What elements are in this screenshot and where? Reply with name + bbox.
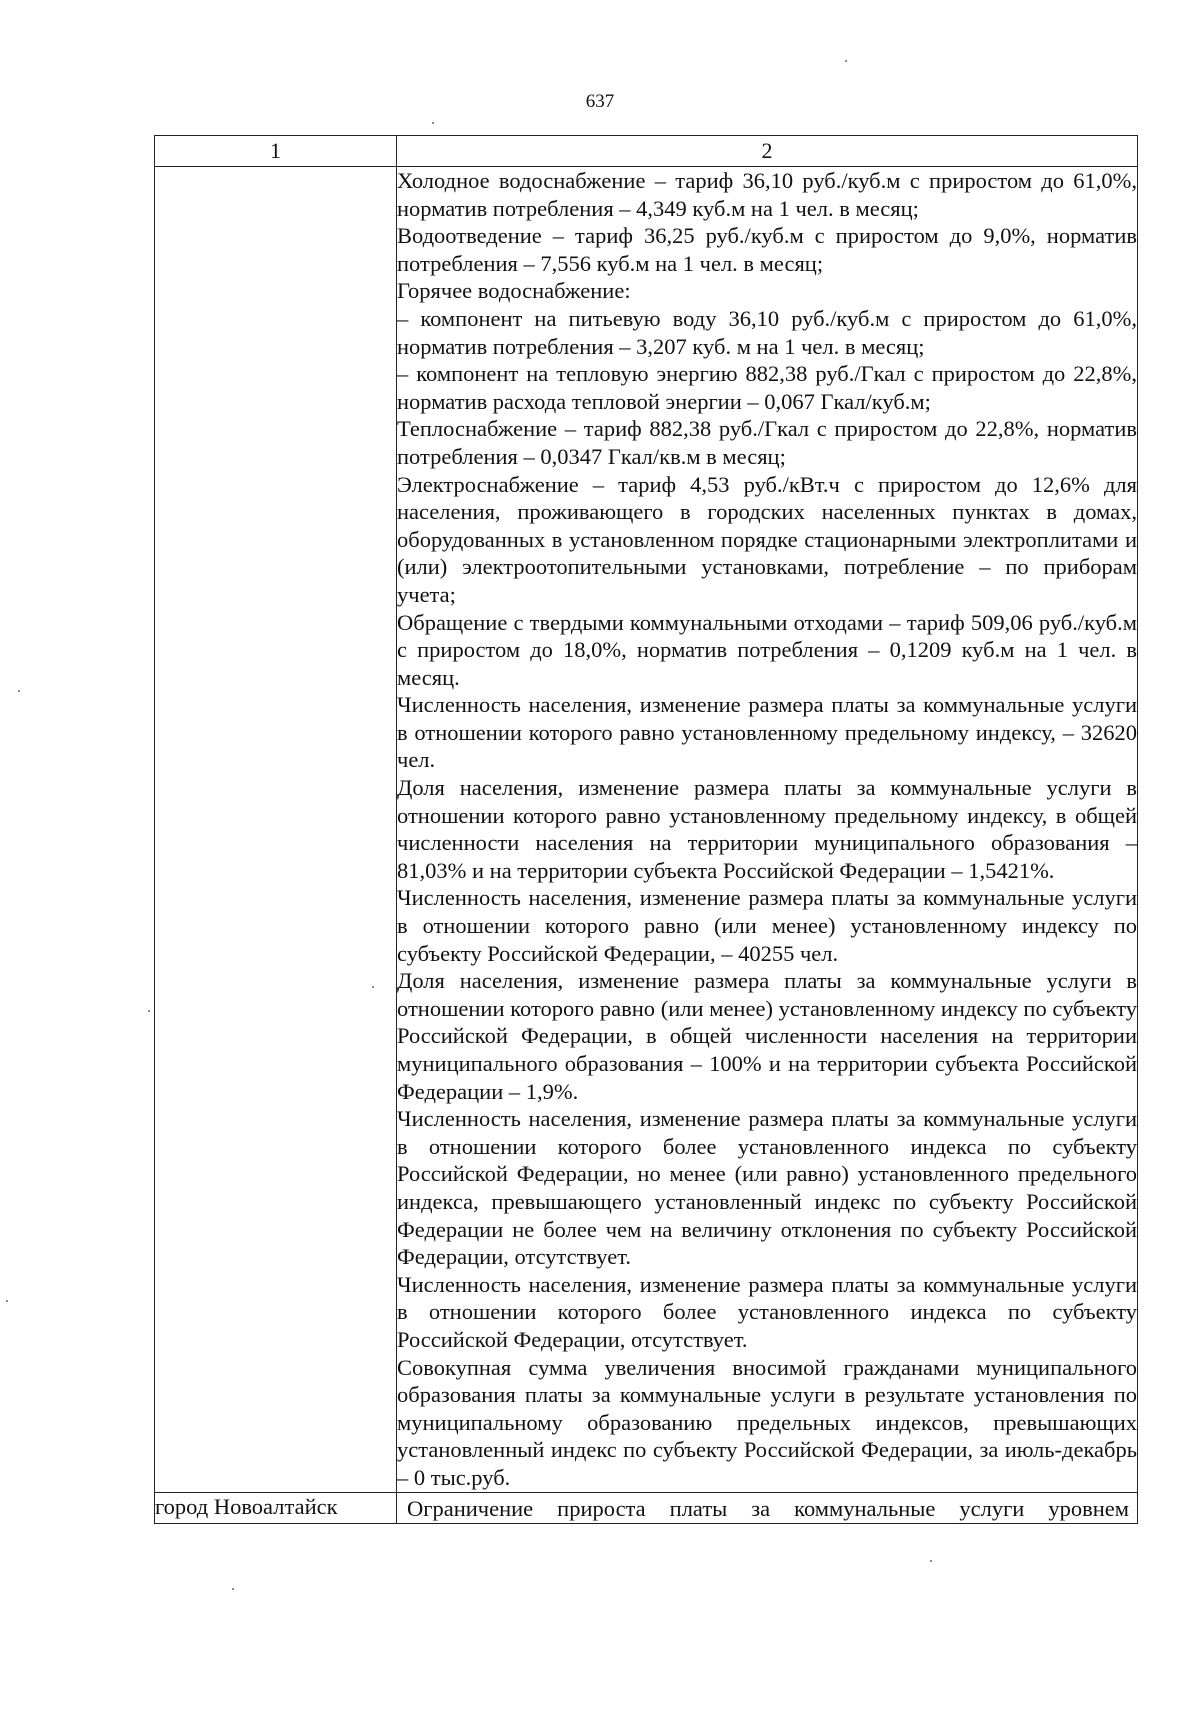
table-header-row <box>155 136 1138 167</box>
paragraph-electricity: Электроснабжение – тариф 4,53 руб./кВт.ч с приростом до 12,6% для населения, проживающего в городских населенных пунктах в домах, оборудованных в установленном порядке стационарными электроплитами и (или) электроотопительными установками, потребление – по приборам учета; <box>397 471 1137 607</box>
column-header-1: 1 <box>155 136 397 167</box>
paragraph-hot-water-drinking: – компонент на питьевую воду 36,10 руб./куб.м с приростом до 61,0%, норматив потребления – 3,207 куб. м на 1 чел. в месяц; <box>397 305 1137 359</box>
scan-speck <box>372 986 374 988</box>
paragraph-hot-water-heat: – компонент на тепловую энергию 882,38 руб./Гкал с приростом до 22,8%, норматив расхода тепловой энергии – 0,067 Гкал/куб.м; <box>397 361 1137 414</box>
paragraph-wastewater: Водоотведение – тариф 36,25 руб./куб.м с приростом до 9,0%, норматив потребления – 7,556 куб.м на 1 чел. в месяц; <box>397 223 1137 276</box>
scan-speck <box>232 1588 234 1590</box>
page-number: 637 <box>585 91 615 112</box>
paragraph-share-le-index: Доля населения, изменение размера платы за коммунальные услуги в отношении которого равно (или менее) установленному индексу по субъекту Российской Федерации, в общей численности населения на территории муниципального образования – 100% и на территории субъекта Российской Федерации – 1,9%. <box>397 968 1137 1104</box>
column-header-2: 2 <box>397 136 1138 167</box>
scan-speck <box>6 1300 8 1302</box>
paragraph-share-equal-limit: Доля населения, изменение размера платы за коммунальные услуги в отношении которого равно установленному предельному индексу, в общей численности населения на территории муниципального образования – 81,03% и на территории субъекта Российской Федерации – 1,5421%. <box>397 775 1137 883</box>
paragraph-population-between: Численность населения, изменение размера платы за коммунальные услуги в отношении которого более установленного индекса по субъекту Российской Федерации, но менее (или равно) установленного предельного индекса, превышающего установленный индекс по субъекту Российской Федерации не более чем на величину отклонения по субъекту Российской Федерации, отсутствует. <box>397 1106 1137 1270</box>
document-table <box>154 135 1138 1524</box>
paragraph-hot-water-heading: Горячее водоснабжение: <box>397 278 631 304</box>
table-row <box>155 1492 1138 1523</box>
description-cell <box>397 167 1138 1493</box>
paragraph-population-equal-limit: Численность населения, изменение размера платы за коммунальные услуги в отношении которого равно установленному предельному индексу, – 32620 чел. <box>397 692 1137 773</box>
scan-speck <box>845 60 847 62</box>
scan-speck <box>148 1010 150 1012</box>
scan-speck <box>18 690 20 692</box>
description-cell <box>397 1492 1138 1523</box>
paragraph-population-above: Численность населения, изменение размера платы за коммунальные услуги в отношении которого более установленного индекса по субъекту Российской Федерации, отсутствует. <box>397 1271 1137 1352</box>
paragraph-population-le-index: Численность населения, изменение размера платы за коммунальные услуги в отношении которого равно (или менее) установленному индексу по субъекту Российской Федерации, – 40255 чел. <box>397 885 1137 966</box>
description-text: Ограничение прироста платы за коммунальные услуги уровнем <box>407 1495 1129 1521</box>
table-row <box>155 167 1138 1493</box>
municipality-cell: город Новоалтайск <box>155 1492 397 1523</box>
paragraph-cold-water: Холодное водоснабжение – тариф 36,10 руб./куб.м с приростом до 61,0%, норматив потребления – 4,349 куб.м на 1 чел. в месяц; <box>397 168 1137 221</box>
scan-speck <box>432 122 434 124</box>
municipality-cell <box>155 167 397 1493</box>
paragraph-total-increase: Совокупная сумма увеличения вносимой гражданами муниципального образования платы за коммунальные услуги в результате установления по муниципальному образованию предельных индексов, превышающих установленный индекс по субъекту Российской Федерации, за июль-декабрь – 0 тыс.руб. <box>397 1354 1137 1490</box>
scan-speck <box>930 1560 932 1562</box>
paragraph-solid-waste: Обращение с твердыми коммунальными отходами – тариф 509,06 руб./куб.м с приростом до 18,0%, норматив потребления – 0,1209 куб.м на 1 чел. в месяц. <box>397 609 1137 690</box>
paragraph-heating: Теплоснабжение – тариф 882,38 руб./Гкал с приростом до 22,8%, норматив потребления – 0,0347 Гкал/кв.м в месяц; <box>397 416 1137 469</box>
